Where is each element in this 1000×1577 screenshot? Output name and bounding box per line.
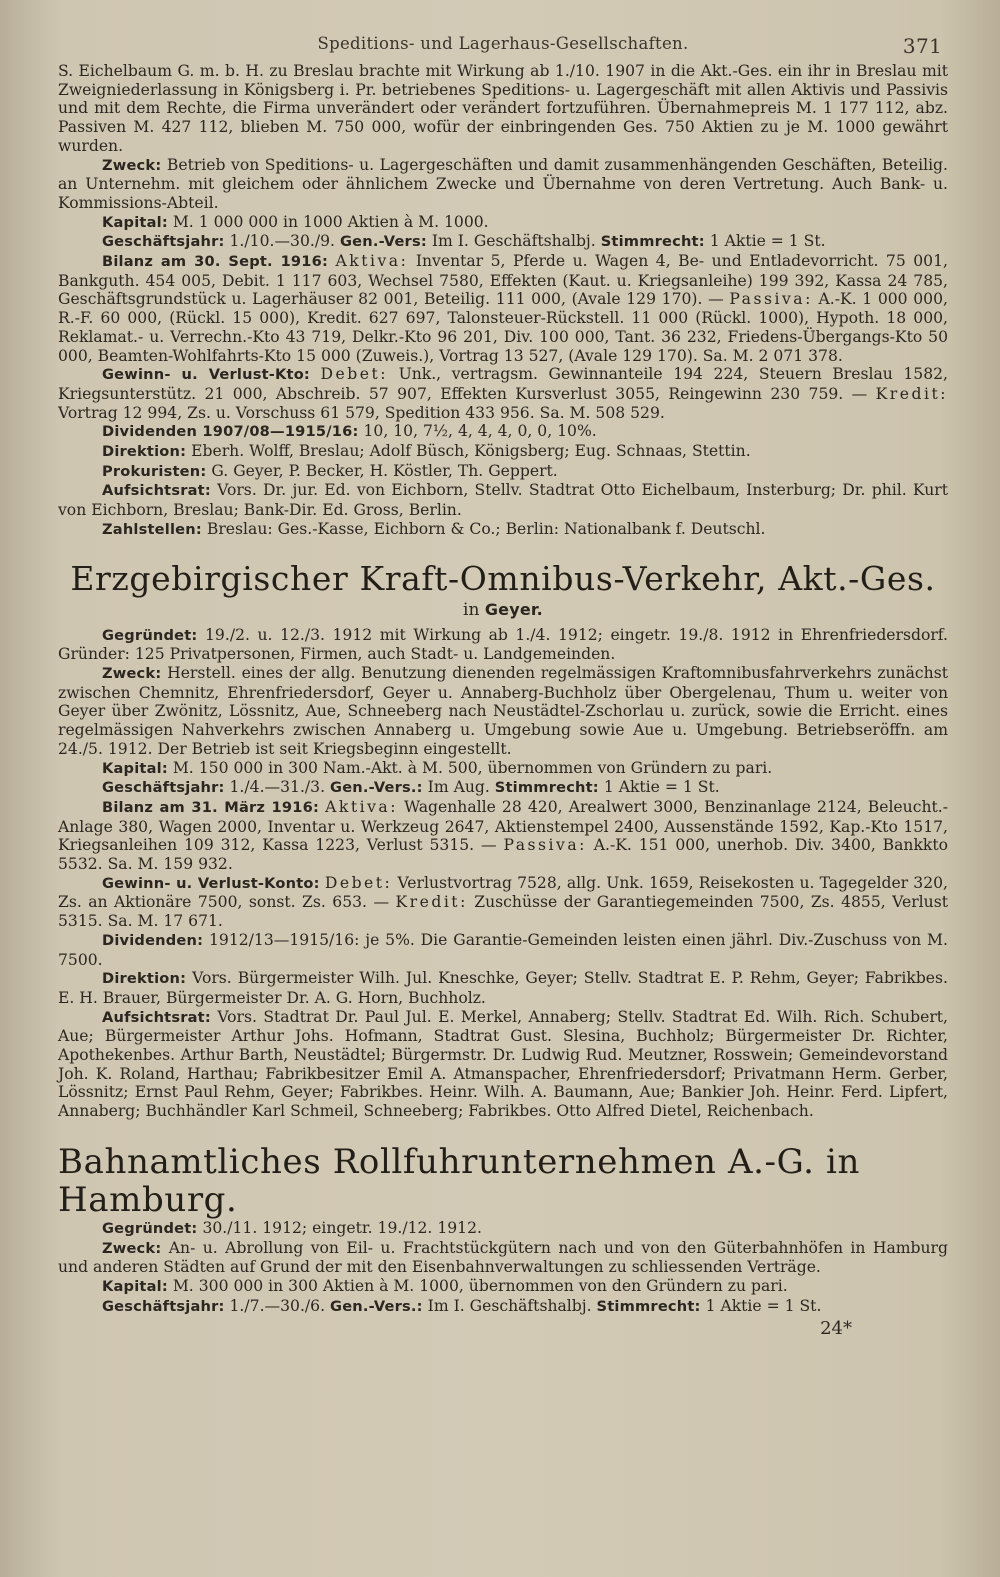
kapital-paragraph [58,213,948,233]
zweck-label: Zweck: [102,664,162,682]
gegruendet-label: Gegründet: [102,626,198,644]
running-head [58,28,948,62]
gegruendet-text: 19./2. u. 12./3. 1912 mit Wirkung ab 1./4. 1912; eingetr. 19./8. 1912 in Ehrenfriedersdorf. Gründer: 125 Privatpersonen, Firmen, auch Stadt- u. Landgemeinden. [58,625,948,664]
kapital-text: M. 150 000 in 300 Nam.-Akt. à M. 500, übernommen von Gründern zu pari. [172,758,773,777]
kredit-label: Kredit: [875,384,948,403]
entry-eichelbaum [58,62,948,540]
passiva-label: Passiva: [729,290,813,309]
genvers-text: Im I. Geschäftshalbj. [427,1296,592,1315]
entry-erzgebirgischer [58,560,948,1121]
stimmrecht-text: 1 Aktie = 1 St. [603,778,720,797]
sheet-signature: 24* [820,1318,852,1340]
kapital-label: Kapital: [102,1277,168,1295]
guv-paragraph [58,365,948,422]
debet-text: Unk., vertragsm. Gewinnanteile 194 224, Steuern Breslau 1582, Kriegsunterstütz. 21 000, Abschreib. 57 907, Effekten Kursverlust 3055, Reingewinn 230 759. — [58,365,949,403]
genvers-label: Gen.-Vers.: [330,779,423,797]
direktion-text: Vors. Bürgermeister Wilh. Jul. Kneschke, Geyer; Stellv. Stadtrat E. P. Rehm, Geyer; Fabrikbes. E. H. Brauer, Bürgermeister Dr. A. G. Horn, Buchholz. [58,969,948,1007]
stimmrecht-label: Stimmrecht: [494,779,599,797]
kredit-text: Vortrag 12 994, Zs. u. Vorschuss 61 579, Spedition 433 956. Sa. M. 508 529. [58,403,665,422]
direktion-label: Direktion: [102,443,187,461]
aufsichtsrat-paragraph [58,1008,948,1121]
kredit-label: Kredit: [395,893,468,912]
bilanz-paragraph [58,798,948,874]
zahlstellen-paragraph [58,520,948,540]
kapital-paragraph [58,1277,948,1297]
gj-label: Geschäftsjahr: [102,233,225,251]
bilanz-paragraph [58,252,948,365]
kapital-label: Kapital: [102,213,168,231]
aktiva-text: Wagenhalle 28 420, Arealwert 3000, Benzinanlage 2124, Beleucht.-Anlage 380, Wagen 2000, Inventar u. Werkzeug 2647, Aktienstempel 2400, Aussenstände 1592, Kap.-Kto 1517, Kriegsanleihen 109 312, Kassa 1223, Verlust 5315. — [58,797,948,855]
zweck-text: Betrieb von Speditions- u. Lagergeschäften und damit zusammenhängenden Geschäften, Beteilig. an Unternehm. mit gleichem oder ähnlichem Zwecke und Übernahme von deren Vertretung. Auch Bank- u. Kommissions-Abteil. [58,155,948,212]
direktion-paragraph [58,969,948,1007]
company-location [58,600,948,620]
geschaeftsjahr-paragraph [58,232,948,252]
gj-label: Geschäftsjahr: [102,779,225,797]
geschaeftsjahr-paragraph [58,1297,948,1317]
zweck-paragraph [58,664,948,759]
direktion-text: Eberh. Wolff, Breslau; Adolf Büsch, Königsberg; Eug. Schnaas, Stettin. [191,442,751,461]
stimmrecht-text: 1 Aktie = 1 St. [709,232,826,251]
dividenden-label: Dividenden: [102,931,204,949]
zweck-text: Herstell. eines der allg. Benutzung dienenden regelmässigen Kraftomnibusfahrverkehrs zunächst zwischen Chemnitz, Ehrenfriedersdorf, Geyer u. Annaberg-Buchholz über Obergelenau, Thum u. weiter von Geyer über Zwönitz, Lössnitz, Aue, Schneeberg nach Neustädtel-Zschorlau u. zurück, sowie die Erricht. eines regelmässigen Nahverkehrs zwischen Annaberg u. Umgebung sowie Aue u. Umgebung. Betriebseröffn. am 24./5. 1912. Der Betrieb ist seit Kriegsbeginn eingestellt. [58,663,948,758]
debet-label: Debet: [320,365,389,384]
gegruendet-paragraph [58,1219,948,1239]
aktiva-label: Aktiva: [325,797,398,816]
guv-paragraph [58,874,948,931]
kapital-text: M. 1 000 000 in 1000 Aktien à M. 1000. [172,212,489,231]
genvers-label: Gen.-Vers.: [330,1297,423,1315]
zweck-label: Zweck: [102,1239,162,1257]
genvers-text: Im Aug. [427,778,490,797]
genvers-text: Im I. Geschäftshalbj. [431,232,596,251]
company-heading: Bahnamtliches Rollfuhrunternehmen A.-G. in Hamburg. [58,1141,860,1220]
debet-text: Verlustvortrag 7528, allg. Unk. 1659, Reisekosten u. Tagegelder 320, Zs. an Aktionäre 7500, sonst. Zs. 653. — [58,873,949,912]
direktion-label: Direktion: [102,970,187,988]
gegruendet-paragraph [58,626,948,664]
stimmrecht-text: 1 Aktie = 1 St. [705,1296,822,1315]
zweck-paragraph [58,1239,948,1277]
prokuristen-paragraph [58,462,948,482]
bilanz-label: Bilanz am 31. März 1916: [102,798,320,816]
running-head-title: Speditions- und Lagerhaus-Gesellschaften. [317,34,689,53]
genvers-label: Gen.-Vers: [339,233,427,251]
gj-text: 1./4.—31./3. [229,778,326,797]
dividenden-text: 10, 10, 7½, 4, 4, 4, 0, 0, 10%. [363,422,597,441]
intro-paragraph: S. Eichelbaum G. m. b. H. zu Breslau brachte mit Wirkung ab 1./10. 1907 in die Akt.-Ges. ein ihr in Breslau mit Zweigniederlassung in Königsberg i. Pr. betriebenes Speditions- u. Lagergeschäft mit allen Aktivis und Passivis und mit dem Rechte, die Firma unverändert oder verändert fortzuführen. Übernahmepreis M. 1 177 112, abz. Passiven M. 427 112, blieben M. 750 000, wofür der einbringenden Ges. 750 Aktien zu je M. 1000 gewährt wurden. [58,62,948,155]
dividenden-label: Dividenden 1907/08—1915/16: [102,423,359,441]
kapital-text: M. 300 000 in 300 Aktien à M. 1000, übernommen von den Gründern zu pari. [172,1276,788,1295]
dividenden-paragraph [58,422,948,442]
aktiva-text: Inventar 5, Pferde u. Wagen 4, Be- und Entladevorricht. 75 001, Bankguth. 454 005, Debit. 1 117 603, Wechsel 7580, Effekten (Kaut. u. Kriegsanleihe) 199 392, Kassa 24 785, Geschäftsgrundstück u. Lagerhäuser 82 001, Beteilig. 111 000, (Avale 129 170). — [58,252,948,309]
zweck-text: An- u. Abrollung von Eil- u. Frachtstückgütern nach und von den Güterbahnhöfen in Hamburg und anderen Städten auf Grund der mit den Eisenbahnverwaltungen zu schliessenden Verträge. [58,1238,948,1277]
stimmrecht-label: Stimmrecht: [600,233,705,251]
geschaeftsjahr-paragraph [58,778,948,798]
aufsichtsrat-label: Aufsichtsrat: [102,1008,211,1026]
location-prefix: in [463,599,480,620]
dividenden-paragraph [58,931,948,969]
bilanz-label: Bilanz am 30. Sept. 1916: [102,253,329,271]
guv-label: Gewinn- u. Verlust-Kto: [102,366,310,384]
gegruendet-label: Gegründet: [102,1219,198,1237]
location-name: Geyer. [484,599,543,619]
kredit-text: Zuschüsse der Garantiegemeinden 7500, Zs. 4855, Verlust 5315. Sa. M. 17 671. [58,893,948,931]
zahlstellen-text: Breslau: Ges.-Kasse, Eichborn & Co.; Berlin: Nationalbank f. Deutschl. [206,519,766,538]
kapital-label: Kapital: [102,759,168,777]
aufsichtsrat-text: Vors. Stadtrat Dr. Paul Jul. E. Merkel, Annaberg; Stellv. Stadtrat Ed. Wilh. Rich. Schubert, Aue; Bürgermeister Arthur Johs. Hofmann, Stadtrat Gust. Slesina, Buchholz; Bürgermeister Dr. Richter, Apothekenbes. Arthur Barth, Neustädtel; Bürgermstr. Dr. Ludwig Rud. Meutzner, Rosswein; Gemeindevorstand Joh. K. Roland, Harthau; Fabrikbesitzer Emil A. Atmanspacher, Ehrenfriedersdorf; Privatmann Herm. Gerber, Lössnitz; Ernst Paul Rehm, Geyer; Fabrikbes. Heinr. Wilh. A. Baumann, Aue; Bankier Joh. Heinr. Ferd. Lipfert, Annaberg; Buchhändler Karl Schmeil, Schneeberg; Fabrikbes. Otto Alfred Dietel, Reichenbach. [58,1007,948,1121]
guv-label: Gewinn- u. Verlust-Konto: [102,874,320,892]
direktion-paragraph [58,442,948,462]
gj-text: 1./7.—30./6. [229,1296,326,1315]
zahlstellen-label: Zahlstellen: [102,520,202,538]
zweck-paragraph [58,156,948,213]
zweck-label: Zweck: [102,156,162,174]
aufsichtsrat-text: Vors. Dr. jur. Ed. von Eichborn, Stellv. Stadtrat Otto Eichelbaum, Insterburg; Dr. phil. Kurt von Eichborn, Breslau; Bank-Dir. Ed. Gross, Berlin. [58,481,948,520]
company-heading: Erzgebirgischer Kraft-Omnibus-Verkehr, Akt.-Ges. [70,558,936,598]
prokuristen-text: G. Geyer, P. Becker, H. Köstler, Th. Geppert. [211,461,558,480]
stimmrecht-label: Stimmrecht: [596,1297,701,1315]
dividenden-text: 1912/13—1915/16: je 5%. Die Garantie-Gemeinden leisten einen jährl. Div.-Zuschuss von M. 7500. [58,930,948,969]
passiva-text: A.-K. 1 000 000, R.-F. 60 000, (Rückl. 15 000), Kredit. 627 697, Talonsteuer-Rückstell. 11 000 (Rückl. 1000), Hypoth. 18 000, Reklamat.- u. Verrechn.-Kto 43 719, Delkr.-Kto 96 201, Div. 100 000, Tant. 36 232, Friedens-Übergangs-Kto 50 000, Beamten-Wohlfahrts-Kto 15 000 (Zuweis.), Vortrag 13 527, (Avale 129 170). Sa. M. 2 071 378. [58,290,948,365]
gj-label: Geschäftsjahr: [102,1297,225,1315]
debet-label: Debet: [324,873,393,892]
aktiva-label: Aktiva: [335,252,409,271]
aufsichtsrat-paragraph [58,481,948,519]
gegruendet-text: 30./11. 1912; eingetr. 19./12. 1912. [202,1218,482,1237]
kapital-paragraph [58,759,948,779]
passiva-text: A.-K. 151 000, unerhob. Div. 3400, Bankkto 5532. Sa. M. 159 932. [58,836,948,874]
aufsichtsrat-label: Aufsichtsrat: [102,482,211,500]
entry-rollfuhr [58,1143,948,1340]
gj-text: 1./10.—30./9. [229,232,335,251]
passiva-label: Passiva: [503,836,587,855]
prokuristen-label: Prokuristen: [102,462,207,480]
page-number: 371 [902,34,942,58]
